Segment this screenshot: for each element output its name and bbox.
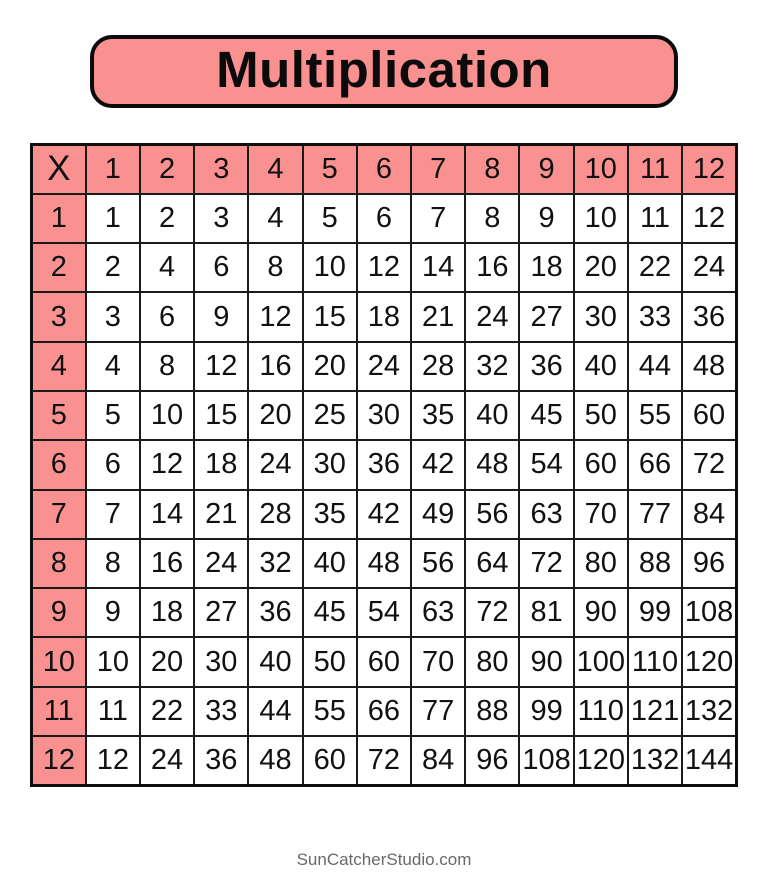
title-banner (90, 35, 678, 108)
product-cell: 56 (465, 490, 519, 539)
multiplication-table (30, 143, 738, 787)
product-cell: 88 (465, 687, 519, 736)
product-cell: 55 (628, 391, 682, 440)
product-cell: 132 (628, 736, 682, 785)
product-cell: 33 (194, 687, 248, 736)
row-header-cell: 3 (32, 292, 86, 341)
table-header (32, 145, 737, 194)
product-cell: 48 (248, 736, 302, 785)
product-cell: 48 (357, 539, 411, 588)
column-header-cell: 2 (140, 145, 194, 194)
product-cell: 66 (628, 440, 682, 489)
product-cell: 81 (519, 588, 573, 637)
product-cell: 3 (194, 194, 248, 243)
product-cell: 40 (303, 539, 357, 588)
row-header-cell: 7 (32, 490, 86, 539)
product-cell: 120 (682, 637, 736, 686)
product-cell: 80 (465, 637, 519, 686)
product-cell: 36 (194, 736, 248, 785)
product-cell: 63 (411, 588, 465, 637)
table-row (32, 194, 737, 243)
product-cell: 70 (411, 637, 465, 686)
product-cell: 11 (628, 194, 682, 243)
product-cell: 10 (574, 194, 628, 243)
product-cell: 27 (519, 292, 573, 341)
product-cell: 32 (248, 539, 302, 588)
product-cell: 30 (303, 440, 357, 489)
table-row (32, 687, 737, 736)
product-cell: 66 (357, 687, 411, 736)
product-cell: 16 (248, 342, 302, 391)
product-cell: 60 (303, 736, 357, 785)
product-cell: 24 (194, 539, 248, 588)
product-cell: 16 (465, 243, 519, 292)
product-cell: 32 (465, 342, 519, 391)
product-cell: 48 (465, 440, 519, 489)
product-cell: 24 (357, 342, 411, 391)
product-cell: 5 (86, 391, 140, 440)
product-cell: 80 (574, 539, 628, 588)
product-cell: 14 (411, 243, 465, 292)
product-cell: 9 (194, 292, 248, 341)
product-cell: 84 (682, 490, 736, 539)
table-row (32, 588, 737, 637)
product-cell: 28 (411, 342, 465, 391)
column-header-cell: 10 (574, 145, 628, 194)
product-cell: 36 (519, 342, 573, 391)
product-cell: 21 (411, 292, 465, 341)
page-title: Multiplication (216, 41, 552, 98)
product-cell: 36 (682, 292, 736, 341)
row-header-cell: 10 (32, 637, 86, 686)
product-cell: 70 (574, 490, 628, 539)
row-header-cell: 2 (32, 243, 86, 292)
product-cell: 12 (140, 440, 194, 489)
product-cell: 18 (357, 292, 411, 341)
product-cell: 90 (574, 588, 628, 637)
product-cell: 18 (194, 440, 248, 489)
row-header-cell: 12 (32, 736, 86, 785)
product-cell: 33 (628, 292, 682, 341)
product-cell: 64 (465, 539, 519, 588)
product-cell: 90 (519, 637, 573, 686)
product-cell: 77 (628, 490, 682, 539)
product-cell: 30 (357, 391, 411, 440)
product-cell: 84 (411, 736, 465, 785)
product-cell: 60 (574, 440, 628, 489)
product-cell: 54 (357, 588, 411, 637)
product-cell: 20 (303, 342, 357, 391)
product-cell: 15 (194, 391, 248, 440)
column-header-cell: 8 (465, 145, 519, 194)
product-cell: 44 (248, 687, 302, 736)
product-cell: 6 (194, 243, 248, 292)
column-header-cell: 3 (194, 145, 248, 194)
product-cell: 48 (682, 342, 736, 391)
product-cell: 110 (628, 637, 682, 686)
product-cell: 88 (628, 539, 682, 588)
product-cell: 18 (519, 243, 573, 292)
table-row (32, 440, 737, 489)
product-cell: 63 (519, 490, 573, 539)
product-cell: 30 (574, 292, 628, 341)
product-cell: 120 (574, 736, 628, 785)
table-row (32, 539, 737, 588)
product-cell: 35 (411, 391, 465, 440)
product-cell: 132 (682, 687, 736, 736)
product-cell: 121 (628, 687, 682, 736)
column-header-cell: 11 (628, 145, 682, 194)
product-cell: 20 (140, 637, 194, 686)
header-row (32, 145, 737, 194)
table-row (32, 243, 737, 292)
row-header-cell: 1 (32, 194, 86, 243)
product-cell: 44 (628, 342, 682, 391)
product-cell: 77 (411, 687, 465, 736)
product-cell: 110 (574, 687, 628, 736)
table-row (32, 292, 737, 341)
product-cell: 20 (574, 243, 628, 292)
product-cell: 60 (357, 637, 411, 686)
product-cell: 4 (248, 194, 302, 243)
product-cell: 144 (682, 736, 736, 785)
product-cell: 22 (628, 243, 682, 292)
product-cell: 96 (682, 539, 736, 588)
table-row (32, 342, 737, 391)
row-header-cell: 6 (32, 440, 86, 489)
product-cell: 9 (519, 194, 573, 243)
table-row (32, 637, 737, 686)
product-cell: 7 (86, 490, 140, 539)
product-cell: 55 (303, 687, 357, 736)
product-cell: 20 (248, 391, 302, 440)
product-cell: 96 (465, 736, 519, 785)
product-cell: 5 (303, 194, 357, 243)
product-cell: 99 (628, 588, 682, 637)
product-cell: 108 (682, 588, 736, 637)
product-cell: 8 (140, 342, 194, 391)
column-header-cell: 4 (248, 145, 302, 194)
product-cell: 18 (140, 588, 194, 637)
product-cell: 49 (411, 490, 465, 539)
product-cell: 100 (574, 637, 628, 686)
product-cell: 25 (303, 391, 357, 440)
product-cell: 8 (465, 194, 519, 243)
product-cell: 12 (194, 342, 248, 391)
column-header-cell: 7 (411, 145, 465, 194)
product-cell: 15 (303, 292, 357, 341)
product-cell: 6 (357, 194, 411, 243)
corner-cell: X (32, 145, 86, 194)
product-cell: 35 (303, 490, 357, 539)
product-cell: 72 (682, 440, 736, 489)
product-cell: 6 (140, 292, 194, 341)
product-cell: 99 (519, 687, 573, 736)
column-header-cell: 12 (682, 145, 736, 194)
product-cell: 36 (357, 440, 411, 489)
product-cell: 40 (465, 391, 519, 440)
product-cell: 24 (465, 292, 519, 341)
product-cell: 12 (357, 243, 411, 292)
column-header-cell: 1 (86, 145, 140, 194)
product-cell: 40 (248, 637, 302, 686)
product-cell: 12 (682, 194, 736, 243)
product-cell: 14 (140, 490, 194, 539)
product-cell: 22 (140, 687, 194, 736)
product-cell: 54 (519, 440, 573, 489)
column-header-cell: 5 (303, 145, 357, 194)
product-cell: 9 (86, 588, 140, 637)
product-cell: 24 (140, 736, 194, 785)
product-cell: 7 (411, 194, 465, 243)
product-cell: 2 (140, 194, 194, 243)
product-cell: 24 (248, 440, 302, 489)
product-cell: 42 (357, 490, 411, 539)
product-cell: 21 (194, 490, 248, 539)
product-cell: 10 (140, 391, 194, 440)
product-cell: 45 (519, 391, 573, 440)
row-header-cell: 8 (32, 539, 86, 588)
product-cell: 16 (140, 539, 194, 588)
row-header-cell: 9 (32, 588, 86, 637)
product-cell: 108 (519, 736, 573, 785)
product-cell: 50 (303, 637, 357, 686)
table-row (32, 391, 737, 440)
product-cell: 72 (357, 736, 411, 785)
column-header-cell: 6 (357, 145, 411, 194)
product-cell: 10 (303, 243, 357, 292)
table-body (32, 194, 737, 786)
product-cell: 8 (86, 539, 140, 588)
product-cell: 60 (682, 391, 736, 440)
product-cell: 45 (303, 588, 357, 637)
product-cell: 72 (465, 588, 519, 637)
product-cell: 40 (574, 342, 628, 391)
product-cell: 12 (248, 292, 302, 341)
product-cell: 28 (248, 490, 302, 539)
product-cell: 1 (86, 194, 140, 243)
table-row (32, 736, 737, 785)
product-cell: 50 (574, 391, 628, 440)
product-cell: 27 (194, 588, 248, 637)
product-cell: 56 (411, 539, 465, 588)
product-cell: 10 (86, 637, 140, 686)
product-cell: 6 (86, 440, 140, 489)
product-cell: 30 (194, 637, 248, 686)
product-cell: 8 (248, 243, 302, 292)
row-header-cell: 5 (32, 391, 86, 440)
footer-credit: SunCatcherStudio.com (296, 850, 472, 869)
product-cell: 24 (682, 243, 736, 292)
product-cell: 72 (519, 539, 573, 588)
product-cell: 2 (86, 243, 140, 292)
product-cell: 4 (86, 342, 140, 391)
product-cell: 36 (248, 588, 302, 637)
column-header-cell: 9 (519, 145, 573, 194)
product-cell: 42 (411, 440, 465, 489)
product-cell: 3 (86, 292, 140, 341)
product-cell: 4 (140, 243, 194, 292)
table-row (32, 490, 737, 539)
row-header-cell: 11 (32, 687, 86, 736)
product-cell: 12 (86, 736, 140, 785)
row-header-cell: 4 (32, 342, 86, 391)
product-cell: 11 (86, 687, 140, 736)
